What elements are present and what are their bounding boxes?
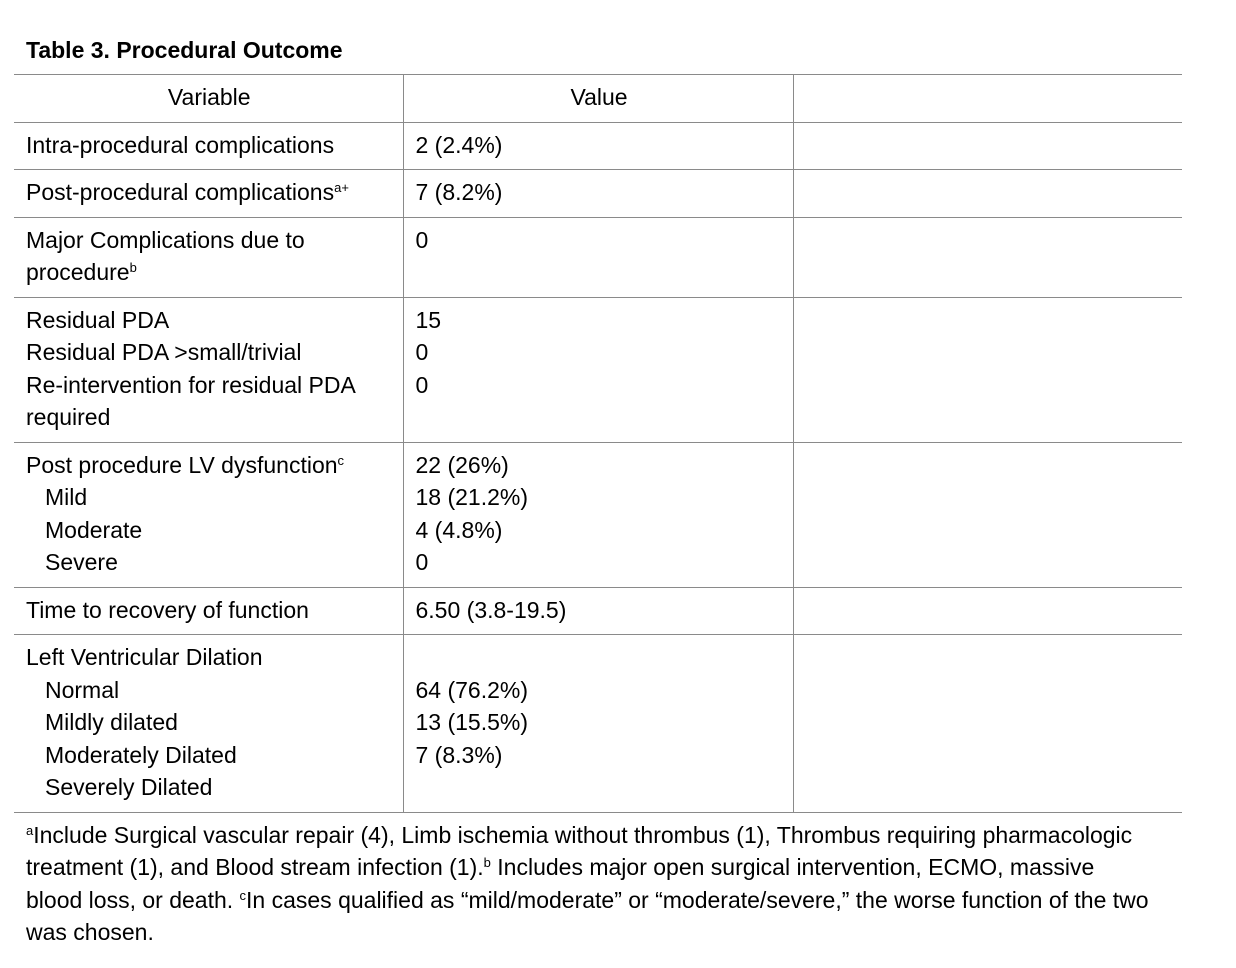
cell-value xyxy=(403,297,793,442)
variable-line: Residual PDA xyxy=(26,306,170,333)
table-header-row xyxy=(14,75,1182,123)
footnote-b-text: Includes major open surgical intervention, ECMO, massive blood loss, or death. xyxy=(26,854,1095,913)
sub-variable-line: Mild xyxy=(45,484,88,510)
footnote-a-text: Include Surgical vascular repair (4), Limb ischemia without thrombus (1), Thrombus requiring pharmacologic treatment (1), and Blood stream infection (1). xyxy=(26,821,1133,880)
sub-variable-line: Severely Dilated xyxy=(45,774,213,800)
footnote-marker-c: c xyxy=(239,887,247,903)
footnote-marker: c xyxy=(337,452,345,468)
variable-line: Re-intervention for residual PDA required xyxy=(26,371,355,430)
cell-value xyxy=(403,635,793,813)
cell-variable xyxy=(14,297,403,442)
value-line: 13 (15.5%) xyxy=(415,709,529,735)
cell-empty xyxy=(793,587,1182,635)
cell-value xyxy=(403,442,793,587)
table-row xyxy=(14,635,1182,813)
table-row xyxy=(14,587,1182,635)
table-row xyxy=(14,122,1182,170)
value-line: 64 (76.2%) xyxy=(415,676,529,703)
variable-line: Residual PDA >small/trivial xyxy=(26,339,302,365)
value-line: 15 xyxy=(415,306,442,333)
value-line: 4 (4.8%) xyxy=(415,516,503,543)
cell-variable: Intra-procedural complications xyxy=(14,122,403,170)
cell-variable xyxy=(14,170,403,218)
variable-line: Left Ventricular Dilation xyxy=(26,644,263,670)
outcome-table xyxy=(14,74,1182,813)
header-variable: Variable xyxy=(14,75,403,123)
cell-variable xyxy=(14,442,403,587)
value-line: 0 xyxy=(415,339,429,365)
variable-label: Post-procedural complications xyxy=(26,179,335,205)
cell-empty xyxy=(793,635,1182,813)
table-title: Table 3. Procedural Outcome xyxy=(26,37,343,63)
variable-line xyxy=(26,449,393,482)
cell-value: 0 xyxy=(403,217,793,297)
variable-label: Major Complications due to procedure xyxy=(26,226,305,285)
value-line: 0 xyxy=(415,549,429,575)
footnote-marker-a: a xyxy=(26,822,34,838)
table-container xyxy=(14,34,1182,949)
sub-variable-line: Mildly dilated xyxy=(45,709,178,735)
value-line: 22 (26%) xyxy=(415,451,509,478)
table-row xyxy=(14,442,1182,587)
cell-value: 6.50 (3.8-19.5) xyxy=(403,587,793,635)
table-footnote xyxy=(26,819,1156,949)
sub-variable-line: Normal xyxy=(45,676,120,703)
value-line: 0 xyxy=(415,371,429,398)
cell-empty xyxy=(793,170,1182,218)
value-line xyxy=(416,641,783,674)
footnote-c-text: In cases qualified as “mild/moderate” or “moderate/severe,” the worse function of the two was chosen. xyxy=(26,886,1149,945)
table-row xyxy=(14,170,1182,218)
cell-empty xyxy=(793,217,1182,297)
cell-empty xyxy=(793,442,1182,587)
cell-variable: Time to recovery of function xyxy=(14,587,403,635)
footnote-marker: a+ xyxy=(334,180,349,195)
header-value: Value xyxy=(403,75,793,123)
footnote-marker: b xyxy=(129,260,137,275)
cell-value: 2 (2.4%) xyxy=(403,122,793,170)
cell-empty xyxy=(793,122,1182,170)
cell-empty xyxy=(793,297,1182,442)
cell-value: 7 (8.2%) xyxy=(403,170,793,218)
sub-variable-line: Moderately Dilated xyxy=(45,741,237,768)
cell-variable xyxy=(14,217,403,297)
sub-variable-line: Moderate xyxy=(45,516,143,543)
table-row xyxy=(14,217,1182,297)
table-row xyxy=(14,297,1182,442)
value-line: 18 (21.2%) xyxy=(415,484,529,510)
header-empty xyxy=(793,75,1182,123)
value-line: 7 (8.3%) xyxy=(415,741,503,768)
footnote-marker-b: b xyxy=(483,855,491,870)
variable-label: Post procedure LV dysfunction xyxy=(26,451,338,478)
cell-variable xyxy=(14,635,403,813)
sub-variable-line: Severe xyxy=(45,549,118,575)
